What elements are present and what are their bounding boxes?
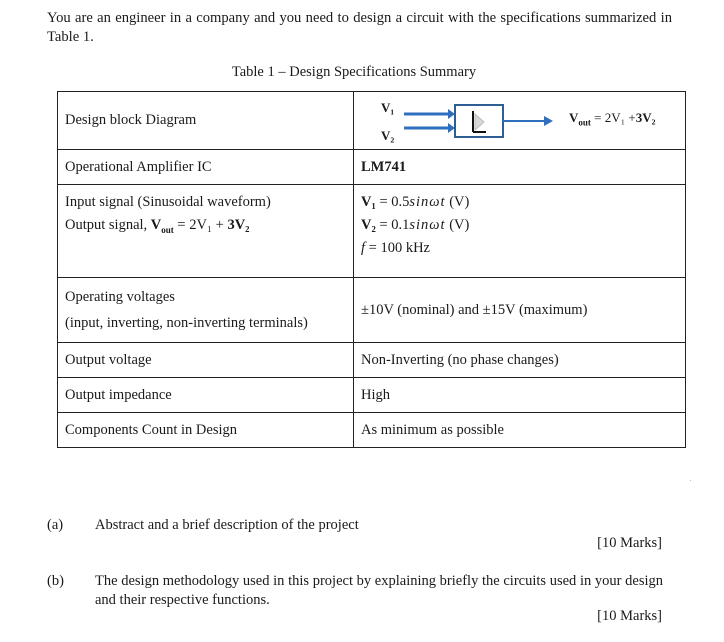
question-b-marks: [10 Marks] [597, 608, 662, 624]
spec-table [57, 91, 686, 448]
frequency-expression: f = 100 kHz [361, 240, 430, 256]
table-row [58, 185, 686, 278]
table-row [58, 92, 686, 150]
question-b-label: (b) [47, 573, 64, 589]
intro-paragraph: You are an engineer in a company and you need to design a circuit with the specifications summarized in Table 1. [47, 10, 672, 45]
row-label: Output voltage [58, 343, 354, 378]
opamp-value: LM741 [354, 150, 686, 185]
operating-voltages-value: ±10V (nominal) and ±15V (maximum) [354, 278, 686, 343]
input-v1-label: V₁ [381, 100, 395, 115]
row-label: Output impedance [58, 378, 354, 413]
row-label: Operational Amplifier IC [58, 150, 354, 185]
output-arrow [503, 116, 553, 126]
block-diagram [354, 92, 687, 149]
table-row [58, 150, 686, 185]
terminals-label: (input, inverting, non-inverting terminals) [65, 315, 308, 331]
question-a-label: (a) [47, 517, 64, 533]
components-count-value: As minimum as possible [354, 413, 686, 448]
question-b-text: The design methodology used in this project by explaining briefly the circuits used in your design and their respective functions. [95, 573, 663, 608]
operating-voltages-label: Operating voltages [65, 289, 175, 305]
question-a-text: Abstract and a brief description of the project [95, 517, 359, 533]
voltages-label-cell [58, 278, 354, 343]
input-signal-label: Input signal (Sinusoidal waveform) [65, 194, 271, 210]
block-diagram-cell [354, 92, 686, 150]
signal-value-cell [354, 185, 686, 278]
row-label: Design block Diagram [58, 92, 354, 150]
v1-expression: V₁ = 0.5sinωt (V) [361, 194, 470, 210]
output-impedance-value: High [354, 378, 686, 413]
table-row [58, 343, 686, 378]
input-arrow-v1 [404, 109, 455, 119]
stray-dot [690, 480, 691, 481]
question-a-marks: [10 Marks] [597, 535, 662, 551]
output-equation: $V_{out} = 2V_1 +3V_2$ [569, 110, 656, 128]
output-voltage-value: Non-Inverting (no phase changes) [354, 343, 686, 378]
table-row [58, 378, 686, 413]
table-row [58, 413, 686, 448]
signal-label-cell [58, 185, 354, 278]
table-caption: Table 1 – Design Specifications Summary [231, 64, 477, 80]
row-label: Components Count in Design [58, 413, 354, 448]
table-row [58, 278, 686, 343]
input-v2-label: V₂ [381, 128, 395, 143]
input-arrow-v2 [404, 123, 455, 133]
output-signal-label: Output signal, $V_{out} = 2V_1 + 3V_2$ [65, 217, 250, 235]
v2-expression: V₂ = 0.1sinωt (V) [361, 217, 470, 233]
